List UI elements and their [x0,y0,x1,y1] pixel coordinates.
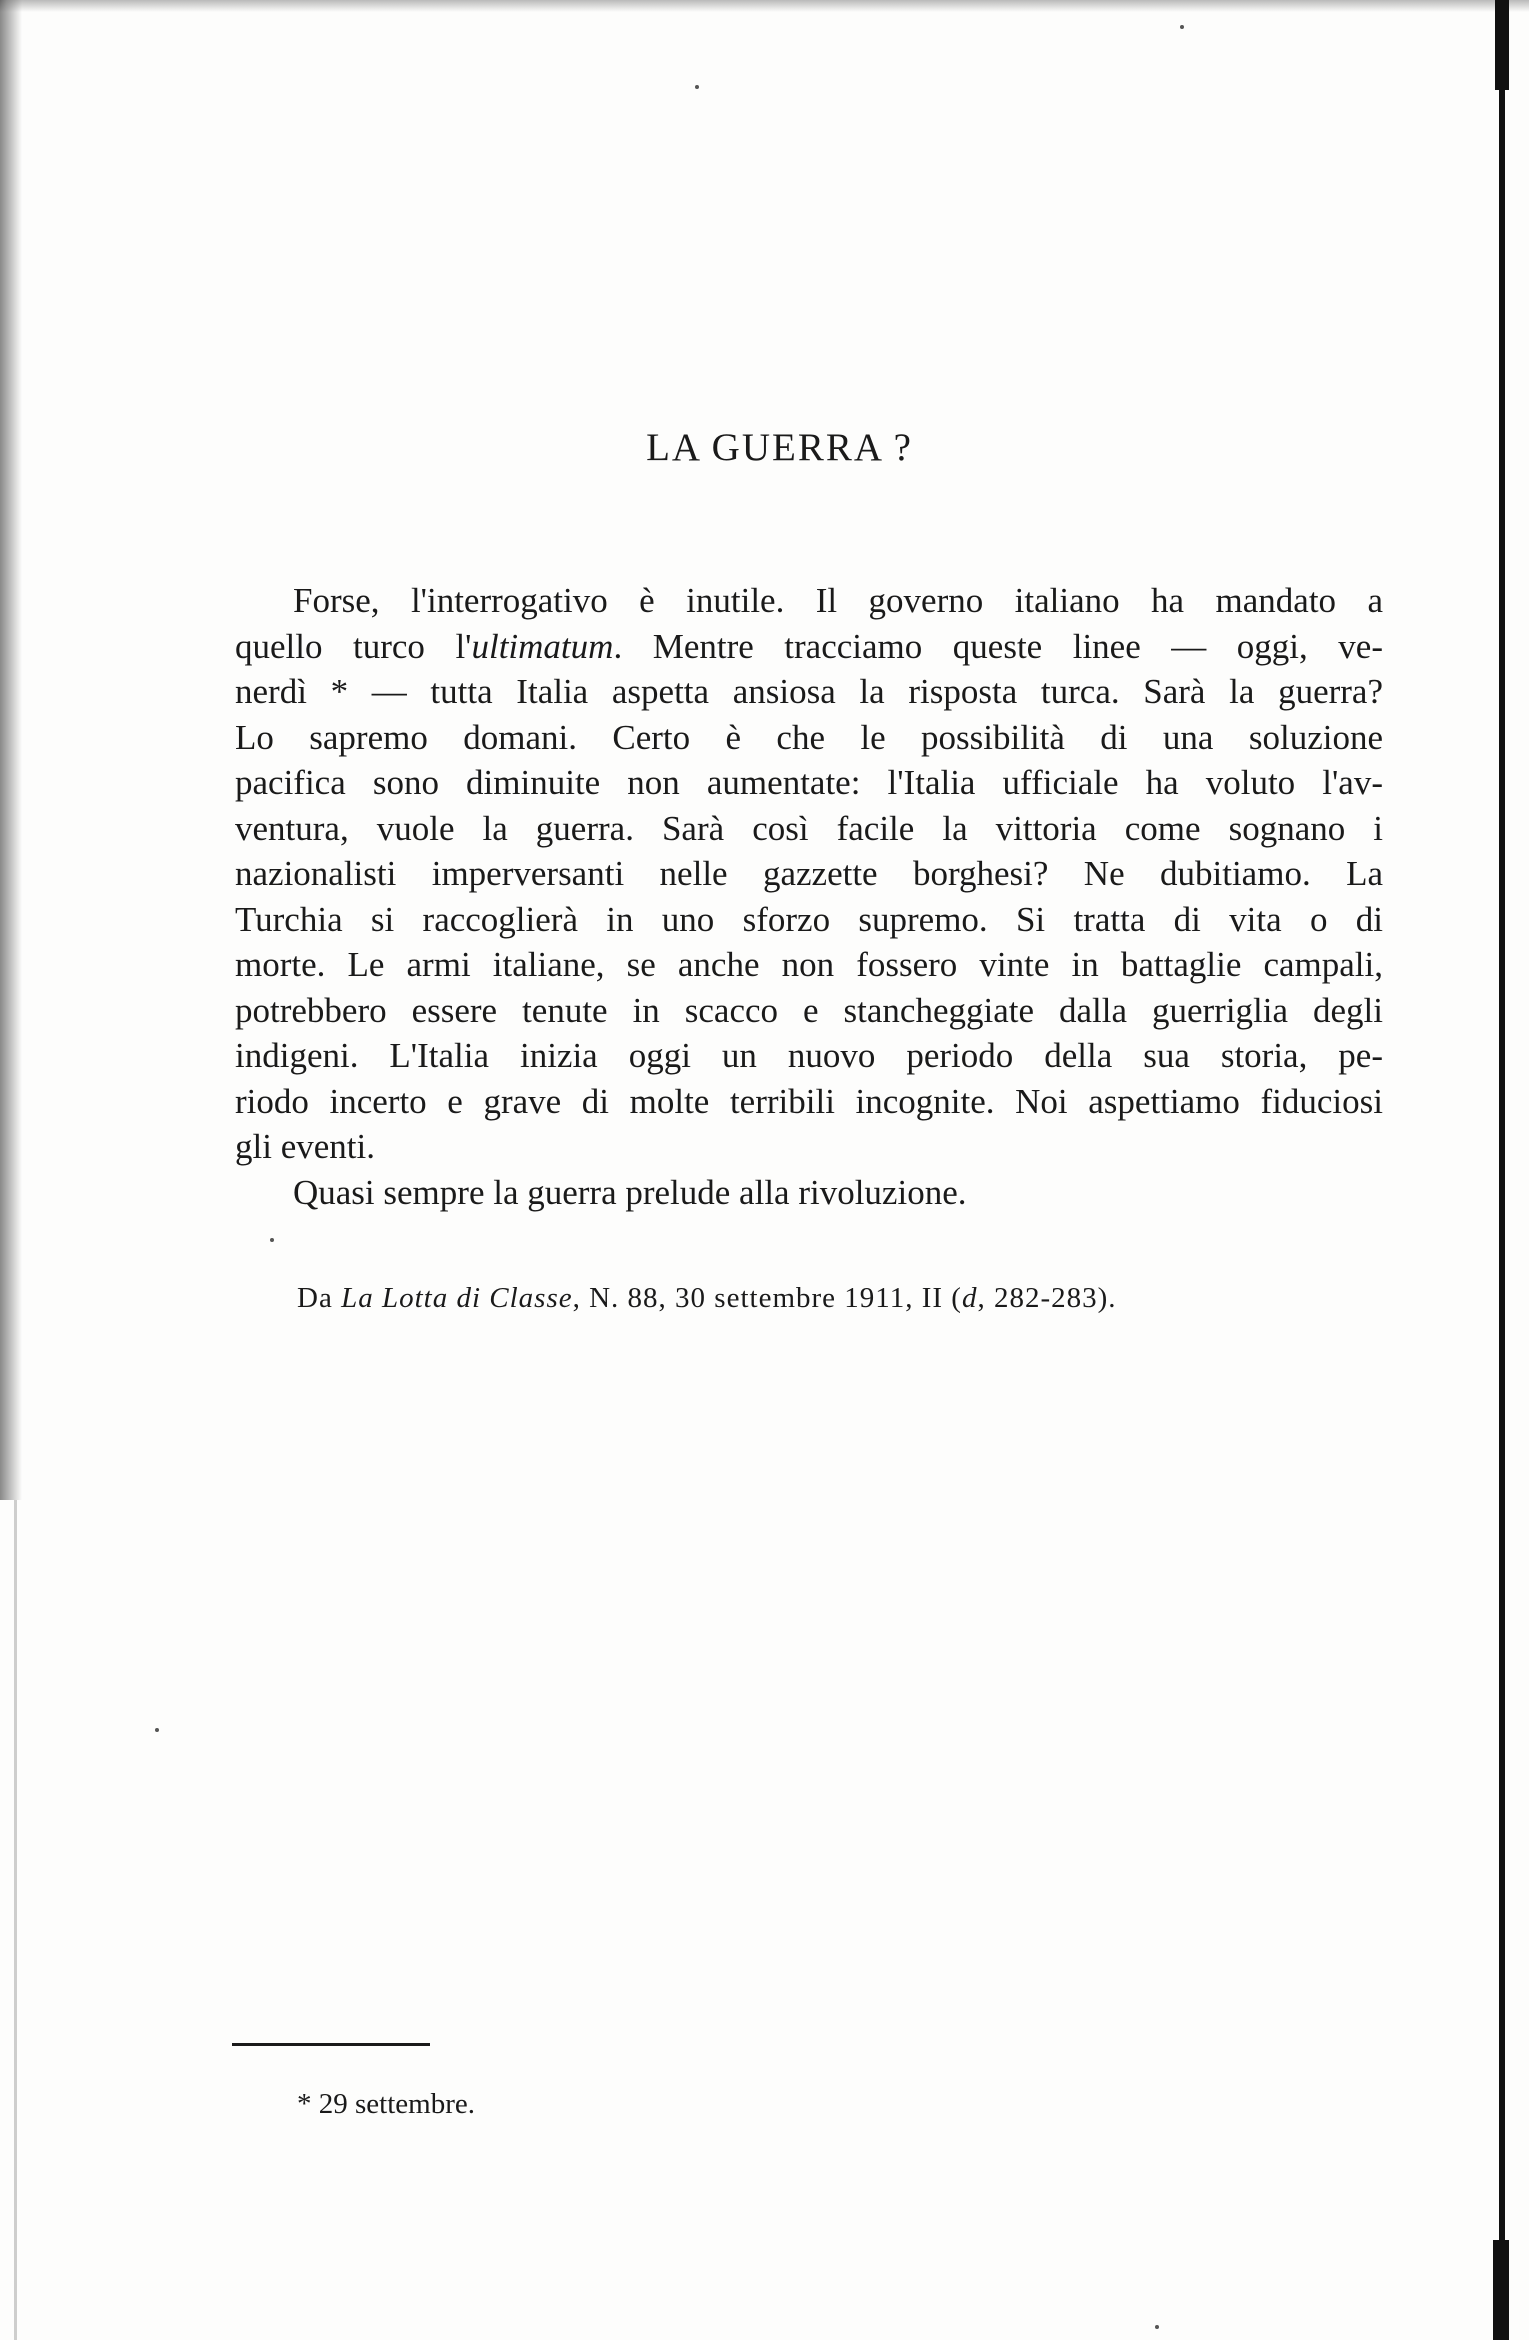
footnote-divider [232,2043,430,2046]
body-line: pacifica sono diminuite non aumentate: l'Italia ufficiale ha voluto l'av- [235,763,1383,802]
body-line: riodo incerto e grave di molte terribili incognite. Noi aspettiamo fiduciosi [235,1081,1383,1121]
scan-speck [1155,2325,1159,2329]
scan-speck [270,1238,274,1242]
body-line-part: quello turco l' [235,626,472,666]
body-line: indigeni. L'Italia inizia oggi un nuovo periodo della sua storia, pe- [235,1036,1383,1075]
source-ref: d [961,1282,978,1314]
article-body [235,578,1383,1215]
scan-edge-right [1499,0,1505,2340]
source-publication: La Lotta di Classe [341,1282,573,1314]
italic-term: ultimatum [471,626,614,666]
scan-speck [1180,25,1184,29]
scan-edge-left-lower [14,1500,17,2340]
scan-edge-right-bottom [1493,2240,1509,2340]
source-citation [297,1282,1117,1315]
body-line: nazionalisti imperversanti nelle gazzette borghesi? Ne dubitiamo. La [235,854,1383,893]
body-line: nerdì * — tutta Italia aspetta ansiosa la risposta turca. Sarà la guerra? [235,672,1383,711]
footnote: * 29 settembre. [297,2088,475,2120]
body-line [235,624,1383,670]
page-title: LA GUERRA ? [646,426,913,469]
body-line: gli eventi. [235,1127,375,1166]
scan-speck [155,1728,159,1732]
scan-edge-top [0,0,1529,12]
body-line: Turchia si raccoglierà in uno sforzo supremo. Si tratta di vita o di [235,899,1383,939]
source-prefix: Da [297,1282,342,1314]
scan-edge-right-top [1495,0,1509,90]
body-line: potrebbero essere tenute in scacco e stancheggiate dalla guerriglia degli [235,990,1383,1030]
body-paragraph-2: Quasi sempre la guerra prelude alla rivoluzione. [293,1172,967,1212]
body-line-part: . Mentre tracciamo queste linee — oggi, ve- [613,626,1383,666]
body-line: Forse, l'interrogativo è inutile. Il governo italiano ha mandato a [293,581,1383,620]
scan-edge-left [0,0,22,1500]
scan-speck [695,85,699,89]
body-line: morte. Le armi italiane, se anche non fossero vinte in battaglie campali, [235,945,1383,984]
source-suffix: , 282-283). [977,1282,1117,1314]
body-line: Lo sapremo domani. Certo è che le possibilità di una soluzione [235,717,1383,757]
body-line: ventura, vuole la guerra. Sarà così facile la vittoria come sognano i [235,808,1383,848]
source-middle: , N. 88, 30 settembre 1911, II ( [572,1282,962,1314]
